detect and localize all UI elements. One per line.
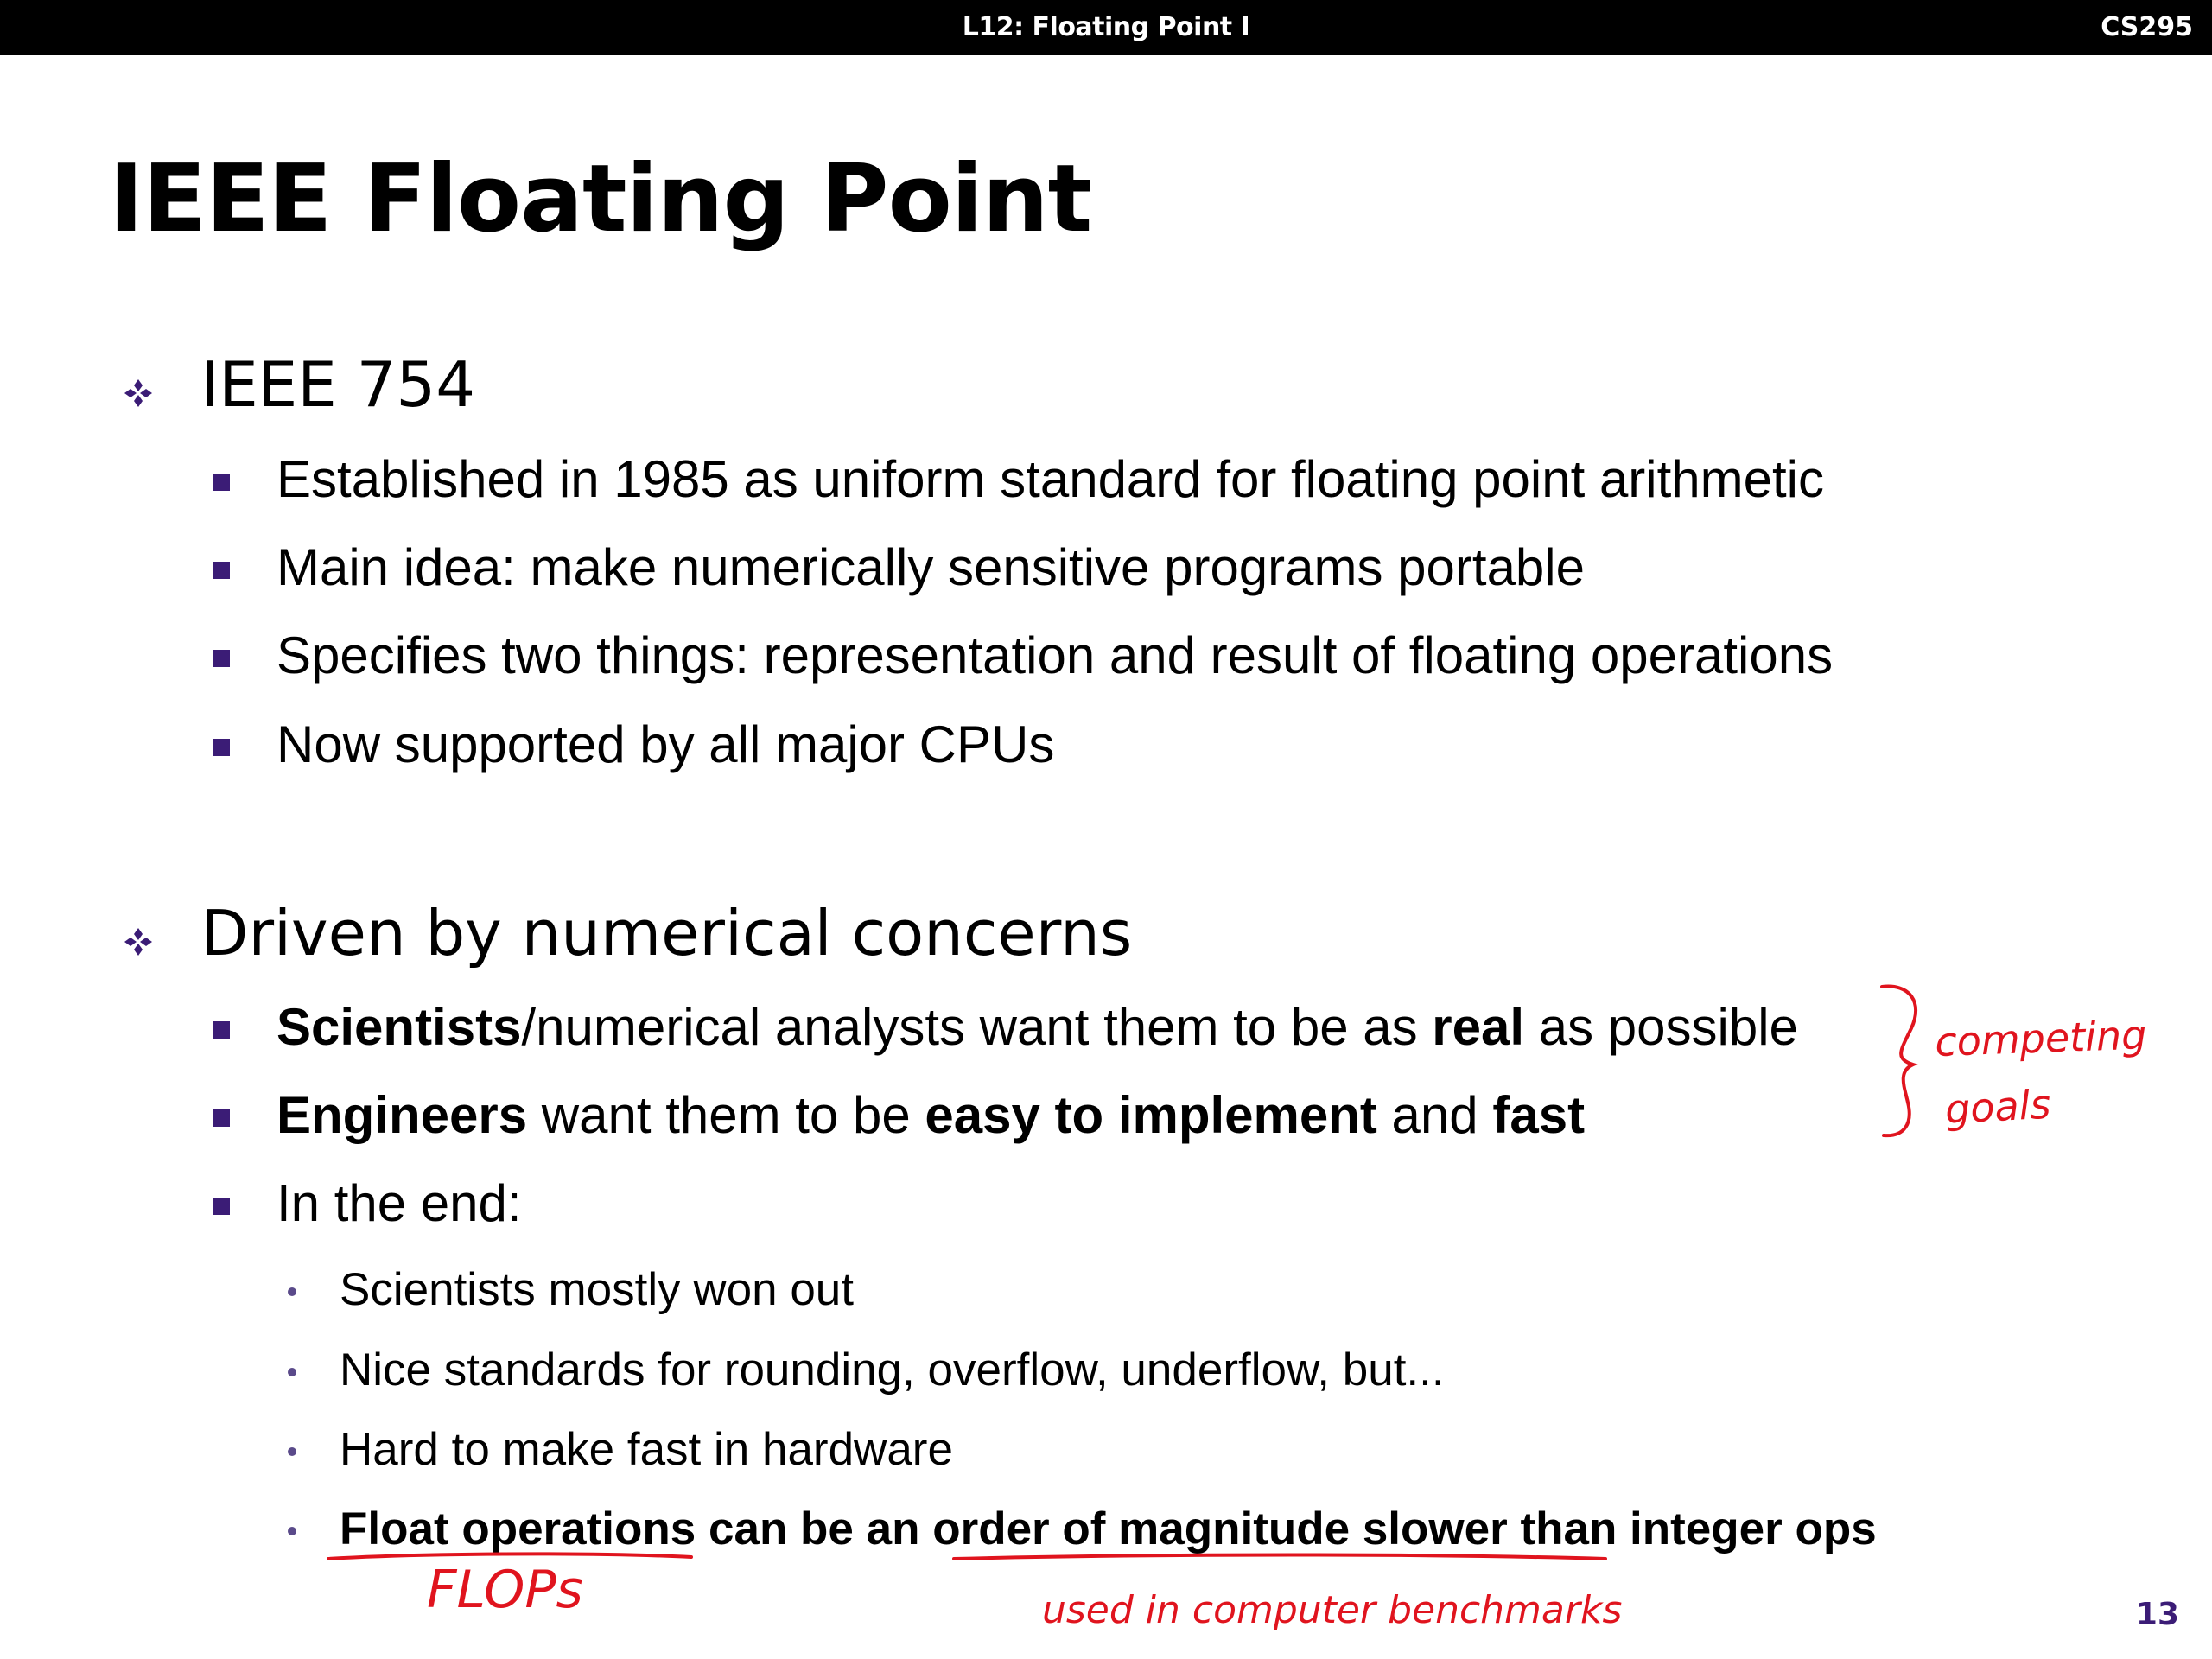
- square-bullet-icon: [213, 562, 230, 579]
- square-bullet-icon: [213, 474, 230, 491]
- brace-mark: [1882, 987, 1916, 1136]
- list-item-scientists: Scientists/numerical analysts want them to be as real as possible: [276, 998, 1798, 1056]
- sub-list-item: Hard to make fast in hardware: [340, 1424, 953, 1475]
- slide-title: IEEE Floating Point: [109, 145, 1092, 253]
- dot-bullet-icon: [288, 1527, 296, 1535]
- underline-order-of-magnitude: [954, 1555, 1605, 1560]
- annotation-benchmarks: used in computer benchmarks: [1042, 1588, 1623, 1632]
- diamond-bullet-icon: [121, 925, 156, 959]
- dot-bullet-icon: [288, 1287, 296, 1296]
- list-item: Established in 1985 as uniform standard for floating point arithmetic: [276, 450, 1825, 508]
- list-item-in-the-end: In the end:: [276, 1174, 522, 1232]
- list-item-engineers: Engineers want them to be easy to implement and fast: [276, 1086, 1586, 1144]
- sub-list-item: Nice standards for rounding, overflow, underflow, but...: [340, 1344, 1445, 1395]
- sub-list-item: Scientists mostly won out: [340, 1264, 855, 1315]
- dot-bullet-icon: [288, 1447, 296, 1456]
- square-bullet-icon: [213, 650, 230, 667]
- page-number: 13: [2135, 1597, 2179, 1632]
- square-bullet-icon: [213, 739, 230, 756]
- list-item: Specifies two things: representation and result of floating operations: [276, 626, 1834, 684]
- square-bullet-icon: [213, 1021, 230, 1039]
- course-code: CS295: [2101, 12, 2193, 42]
- top-bar: [0, 0, 2212, 55]
- diamond-bullet-icon: [121, 376, 156, 410]
- dot-bullet-icon: [288, 1368, 296, 1376]
- list-item: Now supported by all major CPUs: [276, 715, 1055, 773]
- square-bullet-icon: [213, 1198, 230, 1215]
- sub-list-item-float-ops: Float operations can be an order of magnitude slower than integer ops: [340, 1503, 1877, 1554]
- section-heading-ieee754: IEEE 754: [200, 348, 476, 421]
- square-bullet-icon: [213, 1109, 230, 1127]
- section-heading-numerical: Driven by numerical concerns: [200, 897, 1133, 969]
- annotation-goals: goals: [1943, 1080, 2052, 1133]
- lecture-title: L12: Floating Point I: [962, 12, 1250, 42]
- annotation-flops: FLOPs: [427, 1560, 583, 1620]
- list-item: Main idea: make numerically sensitive programs portable: [276, 538, 1586, 596]
- annotation-competing: competing: [1934, 1011, 2148, 1065]
